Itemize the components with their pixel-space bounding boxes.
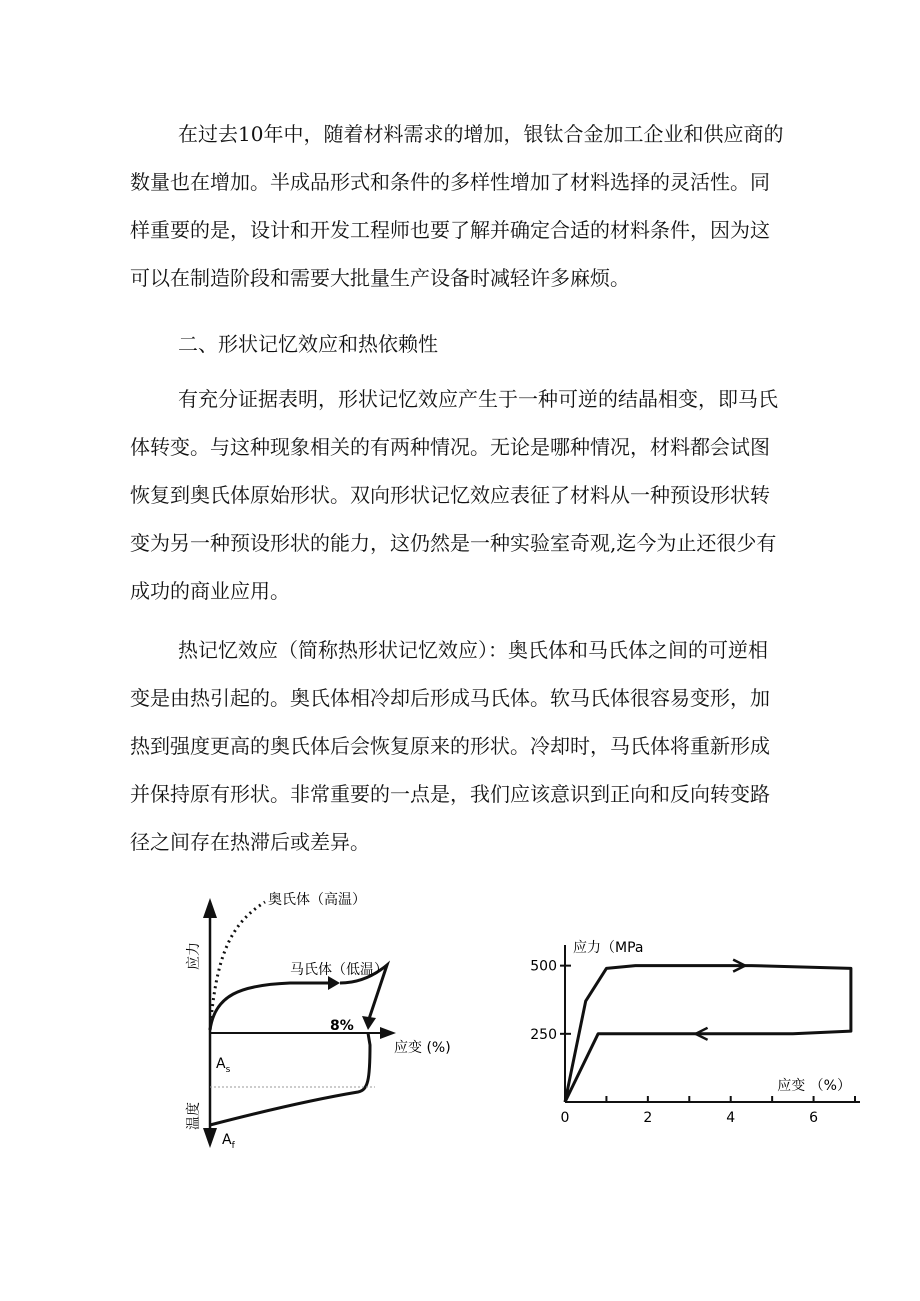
text-line: 热记忆效应（简称热形状记忆效应）：奥氏体和马氏体之间的可逆相 bbox=[178, 638, 768, 662]
temperature-axis-arrow-icon bbox=[203, 1128, 217, 1148]
text-line: 并保持原有形状。非常重要的一点是，我们应该意识到正向和反向转变路 bbox=[130, 782, 770, 806]
text-line: 可以在制造阶段和需要大批量生产设备时减轻许多麻烦。 bbox=[130, 266, 630, 290]
x-axis-label: 应变 （%） bbox=[777, 1078, 851, 1094]
martensite-label: 马氏体（低温） bbox=[290, 962, 388, 978]
text-line: 恢复到奥氏体原始形状。双向形状记忆效应表征了材料从一种预设形状转 bbox=[130, 483, 770, 507]
unloading-arrow-icon bbox=[362, 1016, 376, 1030]
x-tick-label: 2 bbox=[643, 1110, 653, 1126]
y-tick-label: 250 bbox=[530, 1026, 557, 1043]
y-tick-label: 500 bbox=[530, 958, 557, 975]
austenite-curve bbox=[210, 902, 265, 1030]
text-line: 有充分证据表明，形状记忆效应产生于一种可逆的结晶相变，即马氏 bbox=[178, 387, 778, 411]
text-line: 变为另一种预设形状的能力，这仍然是一种实验室奇观,迄今为止还很少有 bbox=[130, 531, 777, 555]
text-line: 变是由热引起的。奥氏体相冷却后形成马氏体。软马氏体很容易变形，加 bbox=[130, 686, 770, 710]
loading-arrow-icon bbox=[328, 976, 340, 990]
strain-8-label: 8% bbox=[330, 1018, 354, 1034]
stress-axis-label: 应力 bbox=[186, 942, 202, 970]
martensite-loading-curve bbox=[210, 983, 330, 1030]
stress-axis-arrow-icon bbox=[203, 898, 217, 918]
x-tick-label: 0 bbox=[560, 1110, 570, 1126]
temperature-axis-label: 温度 bbox=[186, 1102, 202, 1130]
as-label: $A_s$ bbox=[216, 1056, 231, 1075]
recovery-curve bbox=[210, 1033, 370, 1125]
text-line: 成功的商业应用。 bbox=[130, 579, 290, 603]
text-line: 体转变。与这种现象相关的有两种情况。无论是哪种情况，材料都会试图 bbox=[130, 435, 770, 459]
section-heading: 二、形状记忆效应和热依赖性 bbox=[178, 332, 438, 356]
af-label: $A_f$ bbox=[222, 1132, 235, 1151]
strain-axis-label: 应变 (%) bbox=[394, 1040, 451, 1056]
text-line: 数量也在增加。半成品形式和条件的多样性增加了材料选择的灵活性。同 bbox=[130, 170, 770, 194]
text-line: 径之间存在热滞后或差异。 bbox=[130, 830, 370, 854]
text-line: 样重要的是，设计和开发工程师也要了解并确定合适的材料条件，因为这 bbox=[130, 218, 770, 242]
text-line: 在过去10年中，随着材料需求的增加，银钛合金加工企业和供应商的 bbox=[178, 122, 784, 146]
shape-memory-diagram bbox=[180, 880, 470, 1155]
x-tick-label: 6 bbox=[809, 1110, 819, 1126]
stress-strain-chart bbox=[520, 930, 860, 1150]
x-tick-label: 4 bbox=[726, 1110, 736, 1126]
text-line: 热到强度更高的奥氏体后会恢复原来的形状。冷却时，马氏体将重新形成 bbox=[130, 734, 770, 758]
strain-axis-arrow-icon bbox=[380, 1027, 396, 1039]
y-axis-label: 应力（MPa bbox=[573, 940, 644, 956]
austenite-label: 奥氏体（高温） bbox=[268, 892, 366, 908]
